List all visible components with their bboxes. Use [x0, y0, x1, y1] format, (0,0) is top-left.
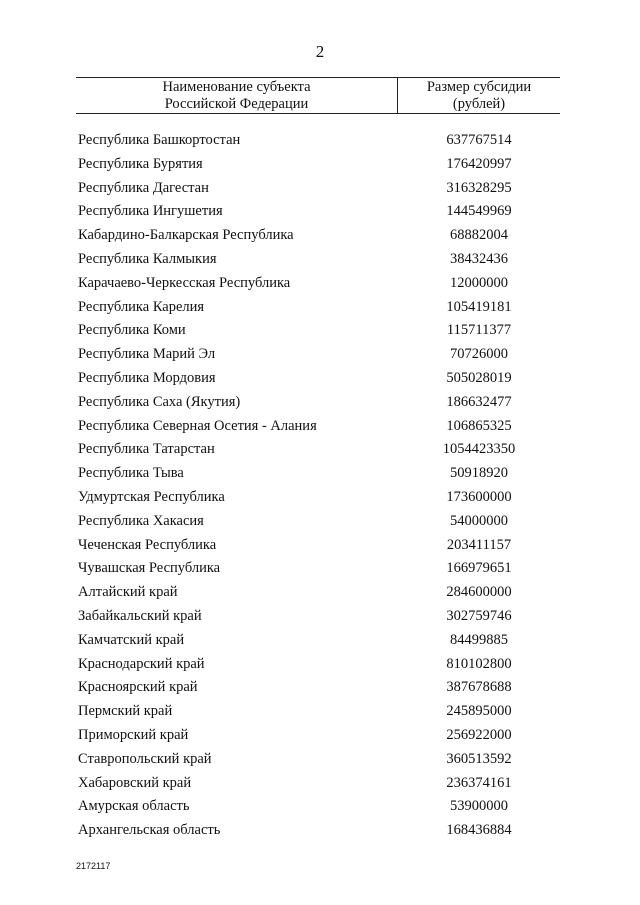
table-row	[0, 177, 640, 201]
subsidy-amount: 637767514	[446, 132, 512, 148]
subsidy-amount: 12000000	[450, 274, 508, 291]
table-row	[0, 748, 640, 772]
subsidy-amount: 144549969	[446, 203, 512, 220]
subsidy-amount: 810102800	[446, 655, 512, 672]
table-row	[0, 819, 640, 843]
subsidy-amount: 50918920	[450, 465, 508, 482]
table-row	[0, 676, 640, 700]
table-row	[0, 700, 640, 724]
column-header-subsidy-line1: Размер субсидии	[426, 79, 532, 95]
column-header-subject	[76, 79, 397, 113]
table-row	[0, 462, 640, 486]
subject-name: Республика Калмыкия	[78, 250, 217, 267]
subject-name: Республика Марий Эл	[78, 346, 216, 363]
subject-name: Амурская область	[78, 798, 190, 815]
table-row	[0, 272, 640, 296]
subsidy-amount: 70726000	[450, 346, 508, 363]
subsidy-amount: 256922000	[446, 726, 512, 743]
subsidy-amount: 168436884	[446, 822, 512, 839]
subsidy-amount: 176420997	[446, 155, 512, 172]
subsidy-amount: 115711377	[446, 322, 512, 339]
table-row	[0, 510, 640, 534]
table-row	[0, 534, 640, 558]
subject-name: Ставропольский край	[78, 750, 212, 767]
table-row	[0, 795, 640, 819]
subsidy-amount: 105419181	[446, 298, 512, 315]
subsidy-amount: 166979651	[446, 560, 512, 577]
column-header-subsidy-line2: (рублей)	[452, 96, 506, 112]
subject-name: Алтайский край	[78, 584, 178, 601]
subsidy-amount: 38432436	[450, 250, 508, 267]
table-row	[0, 224, 640, 248]
table-row	[0, 486, 640, 510]
table-row	[0, 653, 640, 677]
subject-name: Республика Коми	[78, 322, 186, 339]
subsidy-amount: 54000000	[450, 512, 508, 529]
subsidy-amount: 53900000	[450, 798, 508, 815]
subject-name: Чеченская Республика	[78, 536, 217, 553]
table-row	[0, 367, 640, 391]
subject-name: Архангельская область	[78, 822, 221, 839]
subject-name: Краснодарский край	[78, 655, 205, 672]
table-row	[0, 129, 640, 153]
subject-name: Чувашская Республика	[78, 560, 221, 577]
subsidy-amount: 316328295	[446, 179, 512, 196]
table-row	[0, 629, 640, 653]
subject-name: Республика Дагестан	[78, 179, 209, 196]
subsidy-amount: 106865325	[446, 417, 512, 434]
table-row	[0, 248, 640, 272]
table-row	[0, 557, 640, 581]
subsidy-amount: 302759746	[446, 607, 512, 624]
table-row	[0, 153, 640, 177]
subsidy-amount: 505028019	[446, 369, 512, 386]
table-row	[0, 415, 640, 439]
subsidy-amount: 186632477	[446, 393, 512, 410]
subject-name: Приморский край	[78, 726, 189, 743]
subject-name: Республика Ингушетия	[78, 203, 223, 220]
subject-name: Забайкальский край	[78, 607, 202, 624]
subsidy-amount: 360513592	[446, 750, 512, 767]
table-row	[0, 296, 640, 320]
subject-name: Республика Тыва	[78, 465, 184, 482]
subsidy-amount: 173600000	[446, 488, 512, 505]
document-code: 2172117	[76, 861, 111, 871]
subsidy-amount: 84499885	[450, 631, 508, 648]
table-row	[0, 605, 640, 629]
subsidy-amount: 245895000	[446, 703, 512, 720]
subject-name: Республика Хакасия	[78, 512, 204, 529]
table-row	[0, 581, 640, 605]
subject-name: Хабаровский край	[78, 774, 192, 791]
subsidy-amount: 284600000	[446, 584, 512, 601]
table-row	[0, 343, 640, 367]
subject-name: Республика Бурятия	[78, 155, 203, 172]
table-header-bottom-rule	[76, 113, 560, 114]
subject-name: Удмуртская Республика	[78, 488, 225, 505]
table-row	[0, 724, 640, 748]
subject-name: Кабардино-Балкарская Республика	[78, 227, 294, 244]
subject-name: Республика Саха (Якутия)	[78, 393, 241, 410]
subject-name: Карачаево-Черкесская Республика	[78, 274, 291, 291]
subject-name: Республика Башкортостан	[78, 132, 241, 148]
subject-name: Республика Татарстан	[78, 441, 215, 458]
subsidy-table-body	[0, 129, 640, 843]
subsidy-amount: 203411157	[446, 536, 512, 553]
subsidy-amount: 236374161	[446, 774, 512, 791]
table-row	[0, 200, 640, 224]
subject-name: Камчатский край	[78, 631, 185, 648]
column-header-subsidy	[398, 79, 560, 113]
column-header-subject-line1: Наименование субъекта	[162, 79, 311, 95]
subject-name: Пермский край	[78, 703, 173, 720]
subject-name: Республика Северная Осетия - Алания	[78, 417, 317, 434]
table-row	[0, 772, 640, 796]
table-row	[0, 319, 640, 343]
subsidy-amount: 387678688	[446, 679, 512, 696]
subject-name: Красноярский край	[78, 679, 198, 696]
table-row	[0, 438, 640, 462]
column-header-subject-line2: Российской Федерации	[164, 96, 309, 112]
subject-name: Республика Карелия	[78, 298, 205, 315]
table-row	[0, 391, 640, 415]
table-header-top-rule	[76, 77, 560, 78]
subject-name: Республика Мордовия	[78, 369, 216, 386]
page-number: 2	[315, 42, 325, 61]
subsidy-amount: 1054423350	[442, 441, 516, 458]
subsidy-amount: 68882004	[450, 227, 508, 244]
